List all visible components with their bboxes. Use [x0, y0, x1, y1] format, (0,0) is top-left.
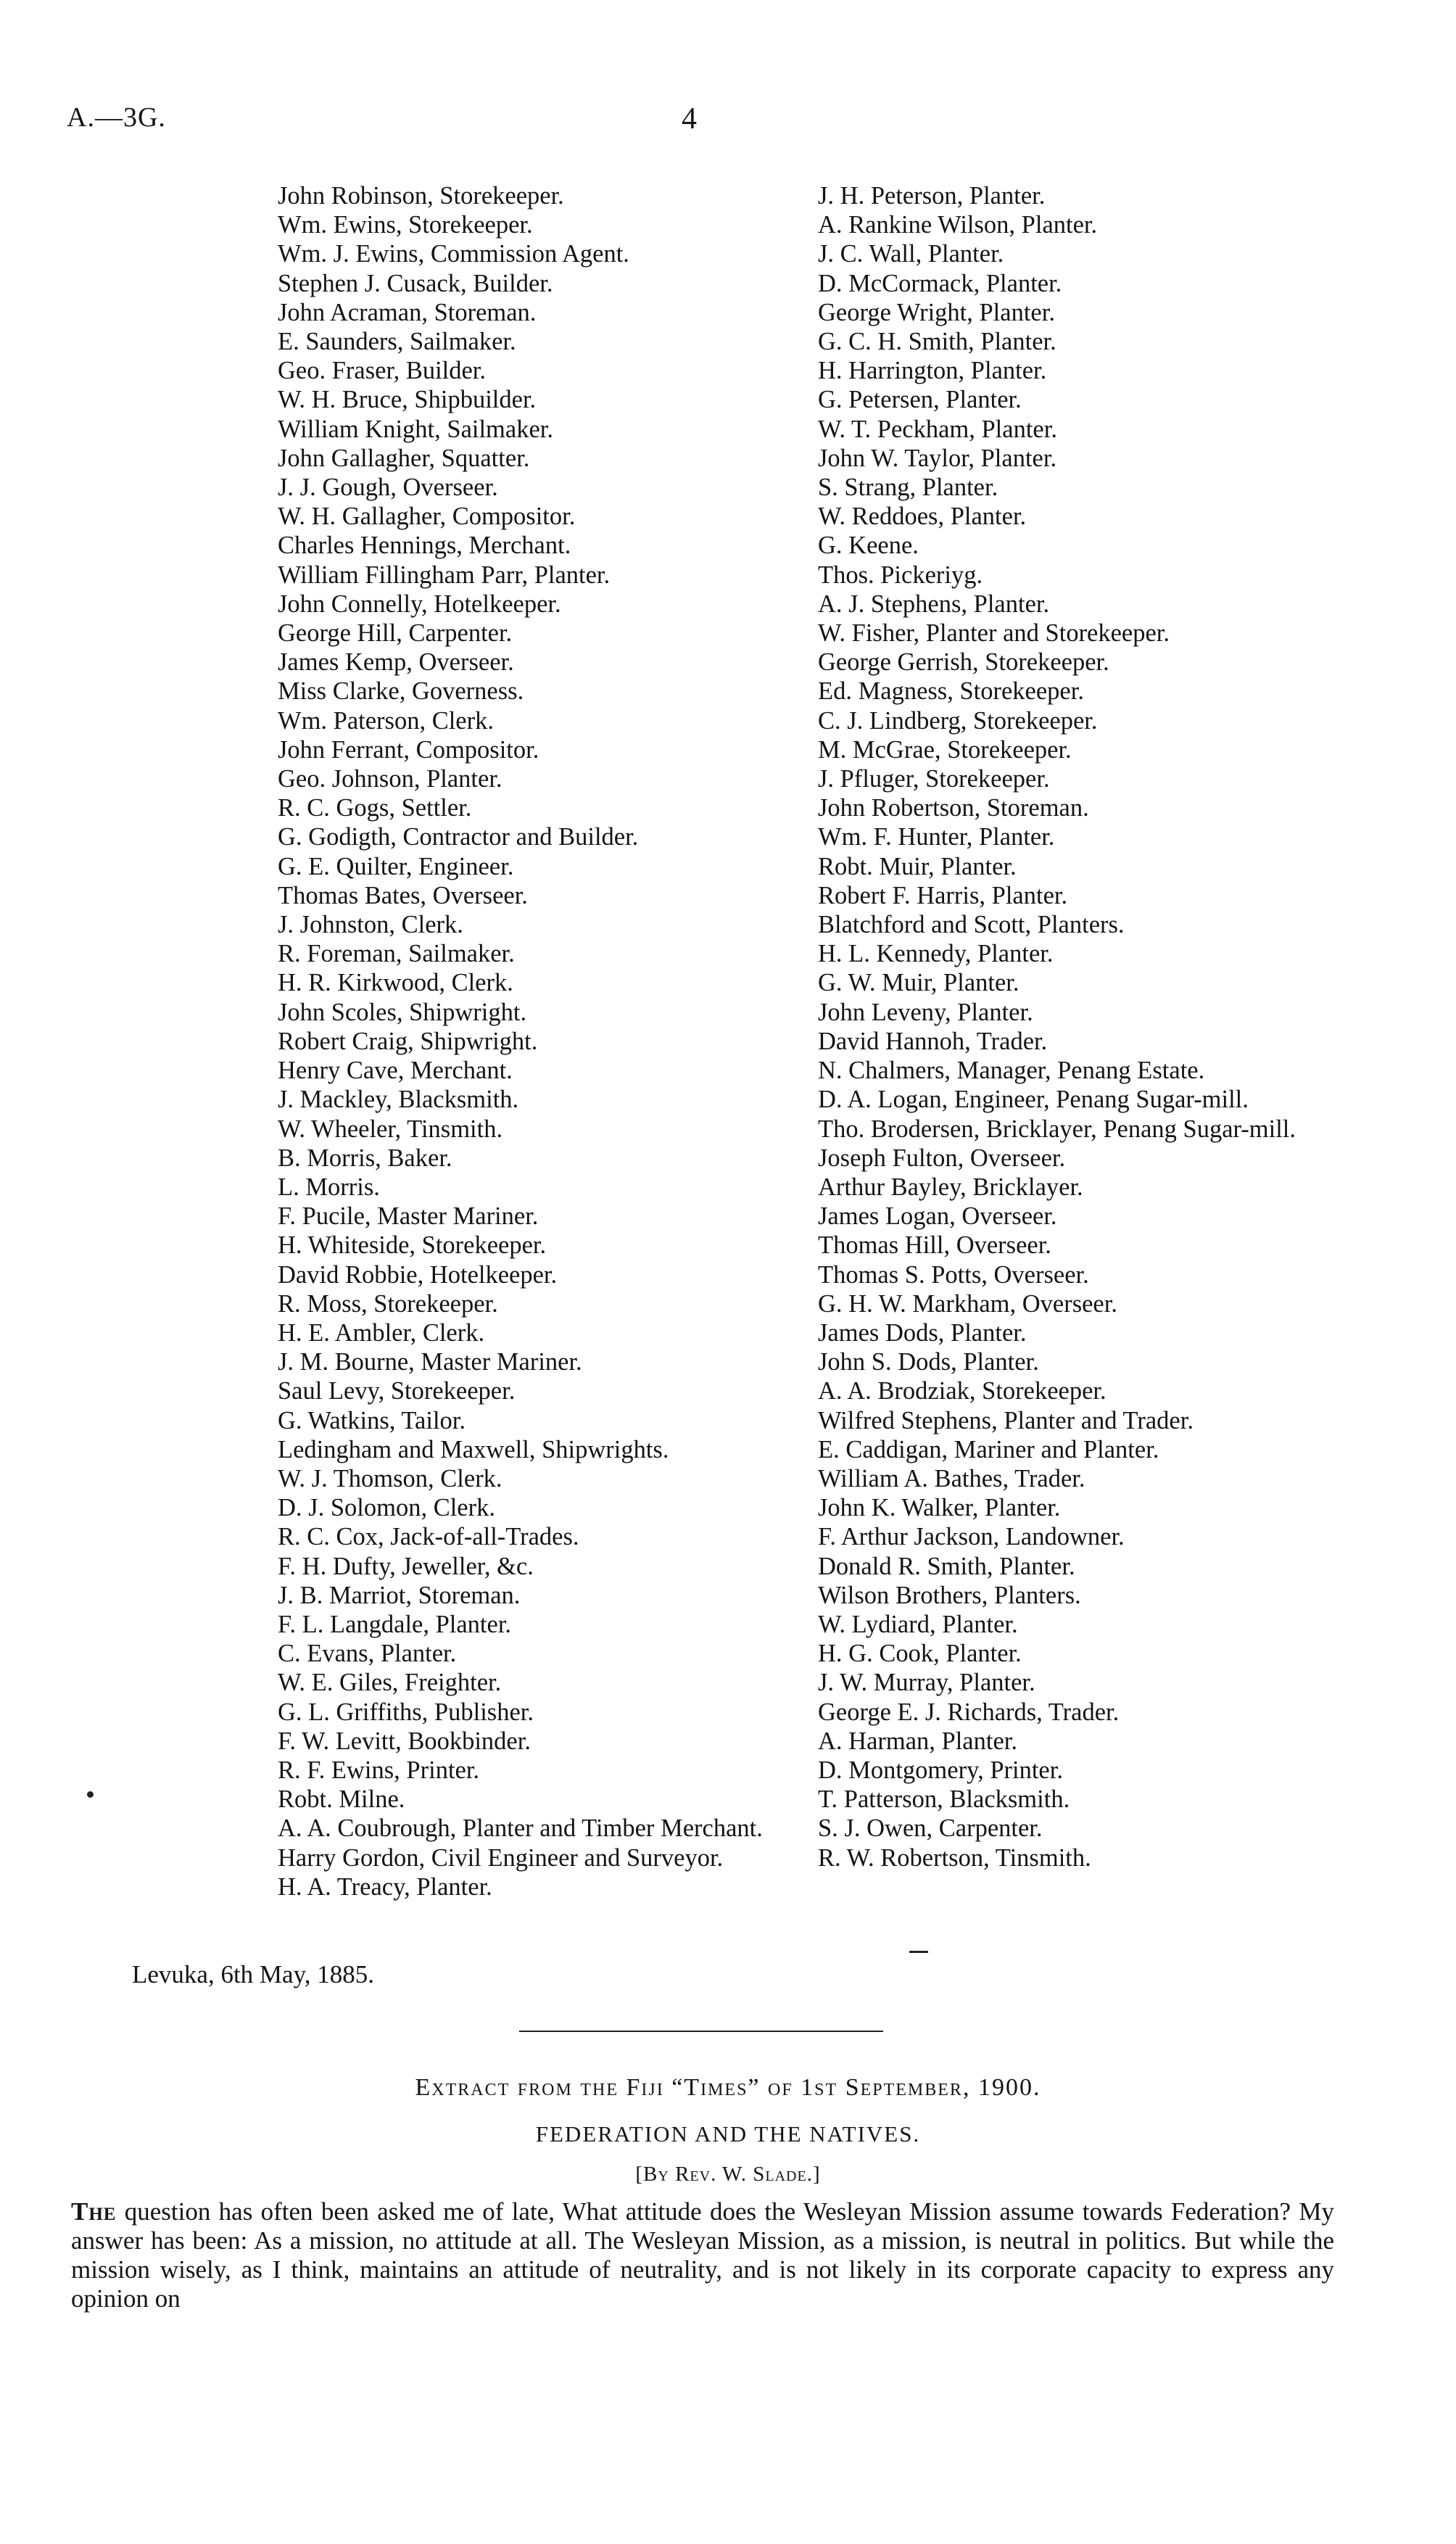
- signatory-entry: Donald R. Smith, Planter.: [818, 1552, 1075, 1580]
- signatory-entry: Ledingham and Maxwell, Shipwrights.: [278, 1435, 669, 1463]
- signatory-entry: R. Moss, Storekeeper.: [278, 1289, 498, 1318]
- signatory-entry: G. Petersen, Planter.: [818, 386, 1022, 414]
- signatory-entry: G. L. Griffiths, Publisher.: [278, 1698, 534, 1726]
- signatory-entry: W. H. Gallagher, Compositor.: [278, 503, 576, 531]
- signatory-entry: W. E. Giles, Freighter.: [278, 1669, 502, 1697]
- byline: [By Rev. W. Slade.]: [635, 2163, 821, 2186]
- signatory-entry: Wilson Brothers, Planters.: [818, 1581, 1081, 1609]
- signatory-entry: J. M. Bourne, Master Mariner.: [278, 1348, 582, 1376]
- signatory-entry: H. Whiteside, Storekeeper.: [278, 1231, 547, 1260]
- signatory-entry: G. H. W. Markham, Overseer.: [818, 1289, 1117, 1318]
- signatory-entry: E. Caddigan, Mariner and Planter.: [818, 1435, 1159, 1463]
- signatory-entry: John W. Taylor, Planter.: [818, 444, 1057, 472]
- signatory-entry: B. Morris, Baker.: [278, 1144, 452, 1172]
- signatory-entry: D. J. Solomon, Clerk.: [278, 1494, 495, 1522]
- signatory-entry: Tho. Brodersen, Bricklayer, Penang Sugar-mill.: [818, 1115, 1296, 1143]
- signatory-entry: A. Harman, Planter.: [818, 1727, 1017, 1755]
- signatory-entry: G. W. Muir, Planter.: [818, 969, 1019, 997]
- signatory-entry: W. T. Peckham, Planter.: [818, 415, 1057, 443]
- signatory-entry: George Gerrish, Storekeeper.: [818, 648, 1109, 677]
- signatory-entry: John Robinson, Storekeeper.: [278, 182, 564, 210]
- signatory-entry: James Logan, Overseer.: [818, 1202, 1057, 1231]
- signatory-entry: Geo. Fraser, Builder.: [278, 357, 487, 385]
- signatory-entry: Thomas Hill, Overseer.: [818, 1231, 1051, 1260]
- signatory-entry: George Hill, Carpenter.: [278, 619, 513, 648]
- signatory-entry: R. F. Ewins, Printer.: [278, 1756, 480, 1784]
- signatory-entry: David Robbie, Hotelkeeper.: [278, 1260, 558, 1289]
- signatory-entry: A. J. Stephens, Planter.: [818, 590, 1050, 618]
- signatory-entry: John Scoles, Shipwright.: [278, 998, 527, 1026]
- signatory-entry: A. A. Coubrough, Planter and Timber Merchant.: [278, 1814, 763, 1843]
- article-paragraph: question has often been asked me of late, What attitude does the Wesleyan Mission assume towards Federation? My answer has been: As a mission, no attitude at all. The Wesleyan Mission, as a mission, is neutral in politics. But while the mission wisely, as I think, maintains an attitude of neutrality, and is not likely in its corporate capacity to express any opinion on: [71, 2197, 1334, 2313]
- page-number: 4: [682, 102, 697, 136]
- signatory-entry: Wm. F. Hunter, Planter.: [818, 823, 1055, 851]
- signatory-entry: A. A. Brodziak, Storekeeper.: [818, 1377, 1107, 1405]
- signatory-entry: Wm. Ewins, Storekeeper.: [278, 211, 533, 239]
- signatory-entry: Ed. Magness, Storekeeper.: [818, 677, 1084, 706]
- signatory-entry: Robt. Milne.: [278, 1785, 405, 1814]
- signatory-entry: Thos. Pickeriyg.: [818, 561, 983, 589]
- signatory-entry: John K. Walker, Planter.: [818, 1494, 1061, 1522]
- article-title: FEDERATION AND THE NATIVES.: [535, 2121, 921, 2147]
- signatory-entry: S. Strang, Planter.: [818, 474, 998, 502]
- signatory-entry: J. Pfluger, Storekeeper.: [818, 765, 1050, 793]
- signatory-entry: Geo. Johnson, Planter.: [278, 765, 502, 793]
- signatory-entry: Blatchford and Scott, Planters.: [818, 911, 1125, 939]
- signatory-entry: G. C. H. Smith, Planter.: [818, 328, 1056, 356]
- signatory-entry: T. Patterson, Blacksmith.: [818, 1785, 1070, 1814]
- signatory-entry: Joseph Fulton, Overseer.: [818, 1144, 1066, 1172]
- signatory-entry: R. C. Cox, Jack-of-all-Trades.: [278, 1523, 579, 1551]
- short-dash: [909, 1951, 928, 1953]
- signatory-entry: Stephen J. Cusack, Builder.: [278, 269, 553, 297]
- signatory-entry: John Connelly, Hotelkeeper.: [278, 590, 561, 618]
- signatory-entry: F. Pucile, Master Mariner.: [278, 1202, 539, 1231]
- signatory-entry: John Acraman, Storeman.: [278, 298, 537, 326]
- signatory-entry: R. Foreman, Sailmaker.: [278, 940, 515, 968]
- signatory-entry: J. H. Peterson, Planter.: [818, 182, 1046, 210]
- signatory-entry: J. J. Gough, Overseer.: [278, 474, 498, 502]
- signatory-entry: Wm. J. Ewins, Commission Agent.: [278, 240, 629, 268]
- signatory-entry: Thomas Bates, Overseer.: [278, 881, 528, 909]
- signatory-entry: F. H. Dufty, Jeweller, &c.: [278, 1552, 534, 1580]
- article-lead-word: The: [71, 2197, 117, 2226]
- signatory-entry: Robert F. Harris, Planter.: [818, 881, 1068, 909]
- signatory-entry: L. Morris.: [278, 1173, 380, 1201]
- signatory-entry: W. J. Thomson, Clerk.: [278, 1464, 502, 1492]
- signatory-entry: G. Godigth, Contractor and Builder.: [278, 823, 639, 851]
- signatories-right-column: [818, 181, 1334, 1872]
- signatory-entry: Thomas S. Potts, Overseer.: [818, 1260, 1089, 1289]
- signatory-entry: W. Lydiard, Planter.: [818, 1610, 1018, 1638]
- signatory-entry: James Dods, Planter.: [818, 1318, 1027, 1347]
- signatory-entry: William A. Bathes, Trader.: [818, 1464, 1085, 1492]
- signatory-entry: F. W. Levitt, Bookbinder.: [278, 1727, 531, 1755]
- signatory-entry: D. A. Logan, Engineer, Penang Sugar-mill.: [818, 1086, 1249, 1114]
- signatory-entry: D. Montgomery, Printer.: [818, 1756, 1063, 1784]
- signatory-entry: George E. J. Richards, Trader.: [818, 1698, 1120, 1726]
- signatory-entry: Henry Cave, Merchant.: [278, 1057, 513, 1085]
- signatory-entry: Saul Levy, Storekeeper.: [278, 1377, 516, 1405]
- signatory-entry: John Leveny, Planter.: [818, 998, 1033, 1026]
- signatory-entry: Robt. Muir, Planter.: [818, 852, 1017, 880]
- signatory-entry: E. Saunders, Sailmaker.: [278, 328, 516, 356]
- signatory-entry: W. Reddoes, Planter.: [818, 503, 1027, 531]
- signatory-entry: John S. Dods, Planter.: [818, 1348, 1039, 1376]
- extract-heading: Extract from the Fiji “Times” of 1st September, 1900.: [415, 2074, 1041, 2101]
- signatory-entry: John Ferrant, Compositor.: [278, 735, 539, 764]
- article-body: [71, 2197, 1334, 2313]
- signatory-entry: John Robertson, Storeman.: [818, 794, 1089, 822]
- signatory-entry: R. W. Robertson, Tinsmith.: [818, 1843, 1091, 1872]
- signatory-entry: Wilfred Stephens, Planter and Trader.: [818, 1406, 1194, 1434]
- signatory-entry: Charles Hennings, Merchant.: [278, 532, 571, 560]
- signatory-entry: H. G. Cook, Planter.: [818, 1640, 1022, 1668]
- signatory-entry: J. B. Marriot, Storeman.: [278, 1581, 521, 1609]
- signatory-entry: Harry Gordon, Civil Engineer and Surveyor.: [278, 1843, 724, 1872]
- signatory-entry: D. McCormack, Planter.: [818, 269, 1062, 297]
- signatory-entry: R. C. Gogs, Settler.: [278, 794, 472, 822]
- signatory-entry: G. Keene.: [818, 532, 919, 560]
- signatory-entry: George Wright, Planter.: [818, 298, 1055, 326]
- signatory-entry: C. Evans, Planter.: [278, 1640, 457, 1668]
- dateline: Levuka, 6th May, 1885.: [132, 1960, 375, 1988]
- signatory-entry: David Hannoh, Trader.: [818, 1027, 1048, 1055]
- signatory-entry: C. J. Lindberg, Storekeeper.: [818, 706, 1098, 735]
- signatory-entry: G. Watkins, Tailor.: [278, 1406, 466, 1434]
- signatory-entry: J. Johnston, Clerk.: [278, 911, 463, 939]
- signatory-entry: H. A. Treacy, Planter.: [278, 1872, 492, 1901]
- signatory-entry: John Gallagher, Squatter.: [278, 444, 530, 472]
- signatory-entry: F. Arthur Jackson, Landowner.: [818, 1523, 1125, 1551]
- document-reference: A.—3G.: [67, 102, 166, 133]
- signatory-entry: James Kemp, Overseer.: [278, 648, 514, 677]
- signatory-entry: W. H. Bruce, Shipbuilder.: [278, 386, 537, 414]
- signatory-entry: A. Rankine Wilson, Planter.: [818, 211, 1098, 239]
- signatory-entry: W. Fisher, Planter and Storekeeper.: [818, 619, 1170, 648]
- signatory-entry: M. McGrae, Storekeeper.: [818, 735, 1072, 764]
- signatory-entry: Wm. Paterson, Clerk.: [278, 706, 494, 735]
- signatory-entry: S. J. Owen, Carpenter.: [818, 1814, 1043, 1843]
- signatory-entry: J. W. Murray, Planter.: [818, 1669, 1035, 1697]
- section-divider: [519, 2031, 883, 2032]
- signatory-entry: H. E. Ambler, Clerk.: [278, 1318, 485, 1347]
- signatory-entry: F. L. Langdale, Planter.: [278, 1610, 512, 1638]
- signatory-entry: J. Mackley, Blacksmith.: [278, 1086, 519, 1114]
- signatory-entry: H. L. Kennedy, Planter.: [818, 940, 1054, 968]
- signatory-entry: Arthur Bayley, Bricklayer.: [818, 1173, 1083, 1201]
- signatory-entry: J. C. Wall, Planter.: [818, 240, 1004, 268]
- signatory-entry: Robert Craig, Shipwright.: [278, 1027, 538, 1055]
- signatories-left-column: [278, 181, 778, 1901]
- signatory-entry: H. R. Kirkwood, Clerk.: [278, 969, 513, 997]
- signatory-entry: Miss Clarke, Governess.: [278, 677, 524, 706]
- signatory-entry: H. Harrington, Planter.: [818, 357, 1047, 385]
- signatory-entry: William Fillingham Parr, Planter.: [278, 561, 611, 589]
- signatory-entry: William Knight, Sailmaker.: [278, 415, 553, 443]
- stray-mark: [87, 1791, 94, 1798]
- signatory-entry: N. Chalmers, Manager, Penang Estate.: [818, 1057, 1205, 1085]
- signatory-entry: W. Wheeler, Tinsmith.: [278, 1115, 503, 1143]
- signatory-entry: G. E. Quilter, Engineer.: [278, 852, 514, 880]
